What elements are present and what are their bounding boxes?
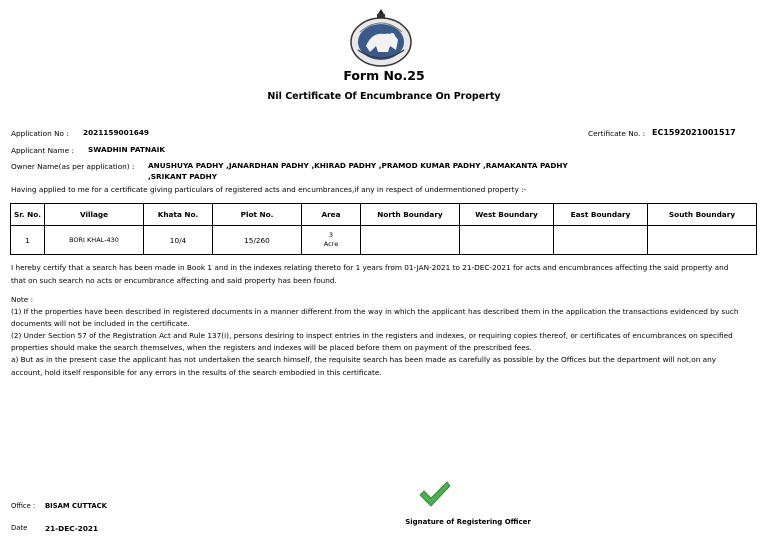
note-2-line1: (2) Under Section 57 of the Registration Act and Rule 137(i), persons desiring to inspect entries in the registers and indexes, or requiring copies thereof, or certificates of encumbrances on specified	[11, 331, 733, 340]
col-south-boundary: South Boundary	[648, 204, 757, 226]
signature-title: Signature of Registering Officer	[405, 518, 531, 526]
intro-text: Having applied to me for a certificate giving particulars of registered acts and encumbrances,if any in respect of undermentioned property :-	[11, 185, 527, 194]
col-khata-no: Khata No.	[144, 204, 213, 226]
cell-sr-no: 1	[11, 226, 45, 255]
certificate-no-value: EC1592021001517	[652, 128, 736, 137]
property-table	[10, 203, 757, 255]
table-row	[11, 226, 757, 255]
certificate-subtitle: Nil Certificate Of Encumbrance On Property	[267, 91, 501, 102]
applicant-name-value: SWADHIN PATNAIK	[88, 145, 166, 154]
office-value: BISAM CUTTACK	[45, 502, 107, 510]
applicant-name-label: Applicant Name :	[11, 146, 74, 155]
col-village: Village	[45, 204, 144, 226]
date-value: 21-DEC-2021	[45, 524, 99, 533]
cell-east-boundary	[554, 226, 648, 255]
note-heading: Note :	[11, 295, 34, 304]
col-area: Area	[302, 204, 361, 226]
cell-khata-no: 10/4	[144, 226, 213, 255]
state-emblem-icon	[348, 6, 414, 68]
cell-area	[302, 226, 361, 255]
certificate-no-label: Certificate No. :	[588, 129, 646, 138]
note-3-line2: account, hold itself responsible for any errors in the results of the search embodied in this certificate.	[11, 368, 382, 377]
office-label: Office :	[11, 502, 36, 510]
col-west-boundary: West Boundary	[460, 204, 554, 226]
note-1-line1: (1) If the properties have been described in registered documents in a manner different from the way in which the applicant has described them in the application the transactions evidenced by such	[11, 307, 739, 316]
col-sr-no: Sr. No.	[11, 204, 45, 226]
cell-west-boundary	[460, 226, 554, 255]
cell-village: BORI KHAL-430	[45, 226, 144, 255]
owner-name-line1: ANUSHUYA PADHY ,JANARDHAN PADHY ,KHIRAD PADHY ,PRAMOD KUMAR PADHY ,RAMAKANTA PADHY	[148, 161, 568, 170]
form-title: Form No.25	[343, 68, 425, 83]
table-header-row	[11, 204, 757, 226]
certify-line2: that on such search no acts or encumbrance affecting and said property has been found.	[11, 276, 337, 285]
note-3-line1: a) But as in the present case the applicant has not undertaken the search himself, the requisite search has been made as carefully as possible by the Offices but the department will not,on any	[11, 355, 717, 364]
col-plot-no: Plot No.	[213, 204, 302, 226]
owner-name-line2: ,SRIKANT PADHY	[148, 172, 218, 181]
owner-name-label: Owner Name(as per application) :	[11, 162, 135, 171]
col-north-boundary: North Boundary	[361, 204, 460, 226]
application-no-value: 2021159001649	[83, 128, 150, 137]
application-no-label: Application No :	[11, 129, 69, 138]
certify-line1: I hereby certify that a search has been made in Book 1 and in the indexes relating thereto for 1 years from 01-JAN-2021 to 21-DEC-2021 for acts and encumbrances affecting the said property and	[11, 263, 729, 272]
note-2-line2: properties should make the search themselves, when the registers and indexes will be placed before them on payment of the prescribed fees.	[11, 343, 532, 352]
cell-plot-no: 15/260	[213, 226, 302, 255]
date-label: Date	[11, 524, 28, 532]
area-unit: Acre	[323, 240, 339, 248]
note-1-line2: documents will not be included in the certificate.	[11, 319, 190, 328]
area-value: 3	[328, 231, 334, 239]
cell-south-boundary	[648, 226, 757, 255]
col-east-boundary: East Boundary	[554, 204, 648, 226]
signature-check-icon	[418, 480, 452, 508]
cell-north-boundary	[361, 226, 460, 255]
